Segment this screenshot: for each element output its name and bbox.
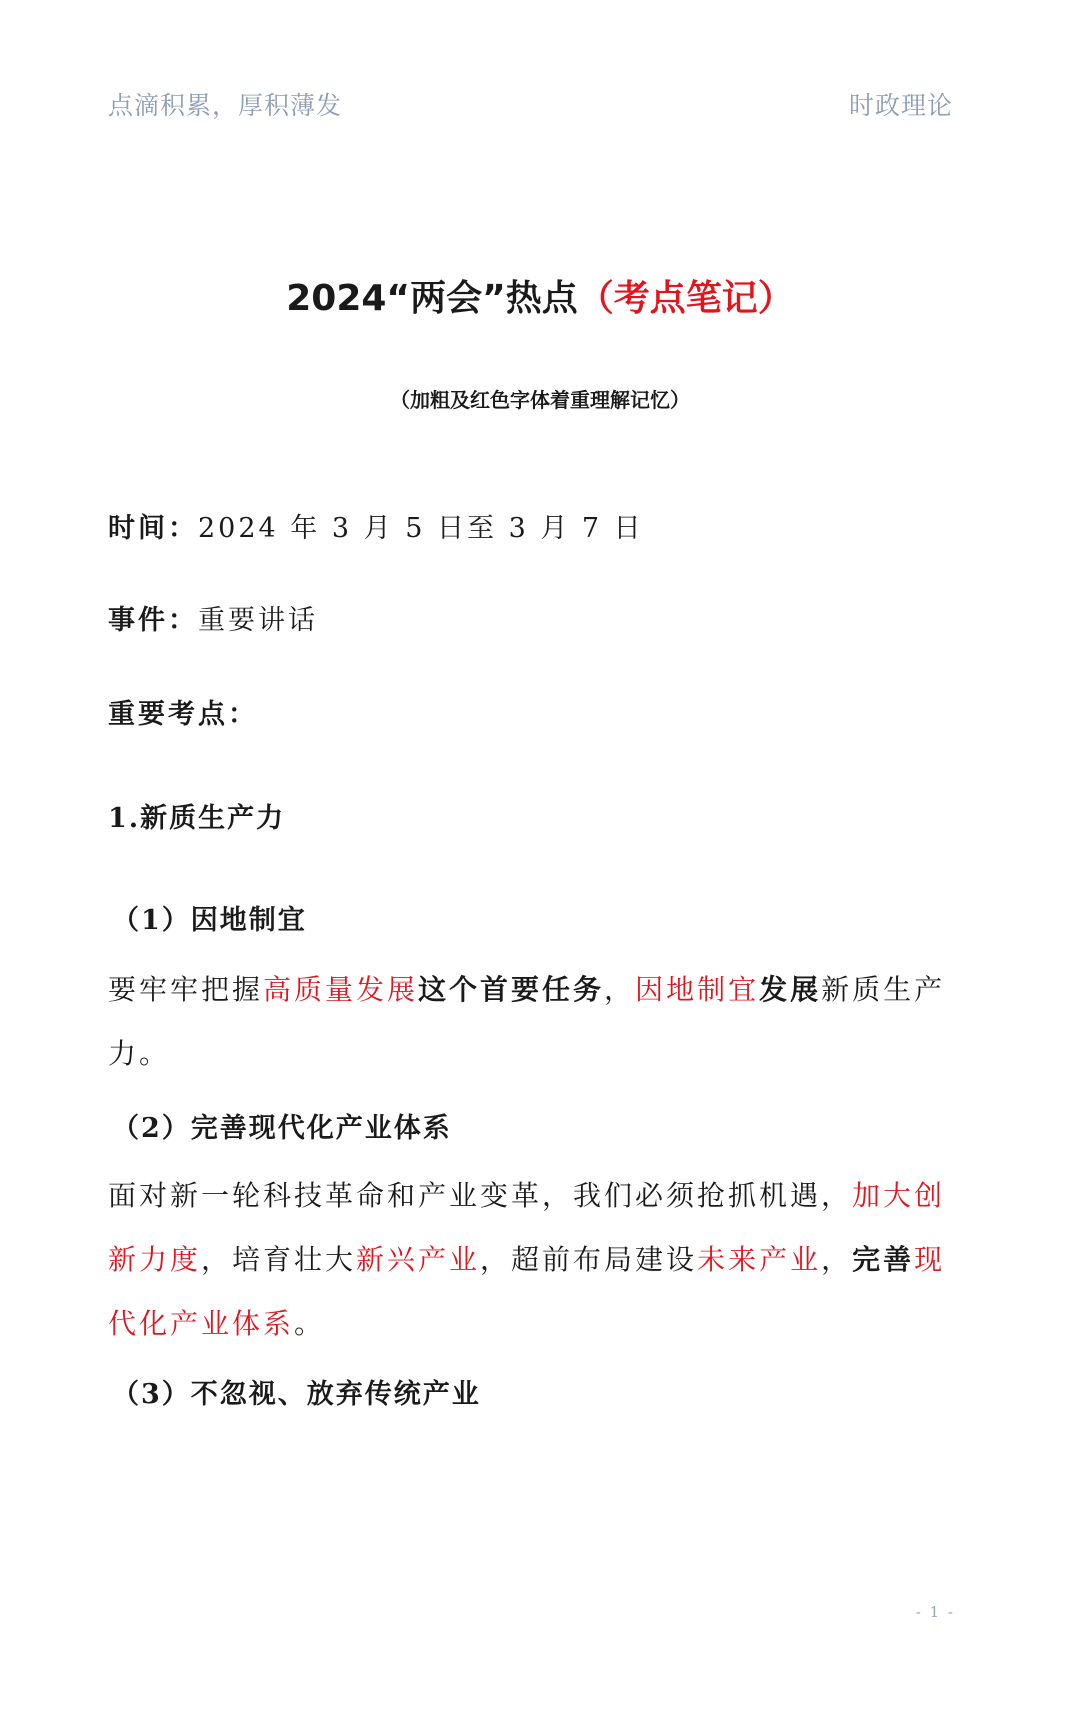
event-line [108, 598, 953, 637]
bold-text: 完善 [852, 1243, 915, 1276]
event-value: 重要讲话 [198, 605, 318, 636]
highlight-text: 新兴产业 [356, 1243, 481, 1276]
time-label: 时间： [108, 513, 198, 544]
text-run: ， [821, 1243, 853, 1276]
subsection-1-title: （1）因地制宜 [112, 905, 307, 936]
highlight-text: 加大创新力度 [108, 1179, 946, 1276]
text-run: 。 [294, 1307, 326, 1340]
time-value: 2024 年 3 月 5 日至 3 月 7 日 [198, 513, 644, 544]
text-run: ，培育壮大 [201, 1243, 357, 1276]
header-right-text: 时政理论 [848, 91, 953, 120]
subsection-1-paragraph [108, 958, 954, 1086]
highlight-text: 高质量发展 [263, 973, 419, 1006]
event-label: 事件： [108, 605, 198, 636]
highlight-text: 未来产业 [697, 1243, 822, 1276]
highlight-text: 现代化产业体系 [108, 1243, 946, 1340]
subsection-2-title: （2）完善现代化产业体系 [112, 1113, 452, 1144]
bold-text: 发展 [759, 973, 822, 1006]
text-run: 面对新一轮科技革命和产业变革，我们必须抢抓机遇， [108, 1179, 853, 1212]
document-title [0, 270, 1080, 321]
section-title: 1.新质生产力 [108, 803, 286, 834]
document-subtitle: （加粗及红色字体着重理解记忆） [390, 388, 690, 412]
page-header [108, 86, 953, 126]
key-points-label: 重要考点： [108, 699, 258, 730]
bold-text: 这个首要任务 [418, 973, 605, 1006]
time-line [108, 506, 953, 545]
page-number: - 1 - [915, 1603, 955, 1621]
subsection-3-title: （3）不忽视、放弃传统产业 [112, 1379, 481, 1410]
highlight-text: 因地制宜 [635, 973, 760, 1006]
text-run: ， [604, 973, 636, 1006]
title-main: 2024“两会”热点 [286, 278, 578, 319]
subsection-2-paragraph [108, 1164, 954, 1356]
text-run: 要牢牢把握 [108, 973, 264, 1006]
text-run: 新质生产力。 [108, 973, 946, 1070]
title-highlight: （考点笔记） [577, 278, 794, 319]
header-left-text: 点滴积累，厚积薄发 [108, 91, 343, 120]
text-run: ，超前布局建设 [480, 1243, 698, 1276]
